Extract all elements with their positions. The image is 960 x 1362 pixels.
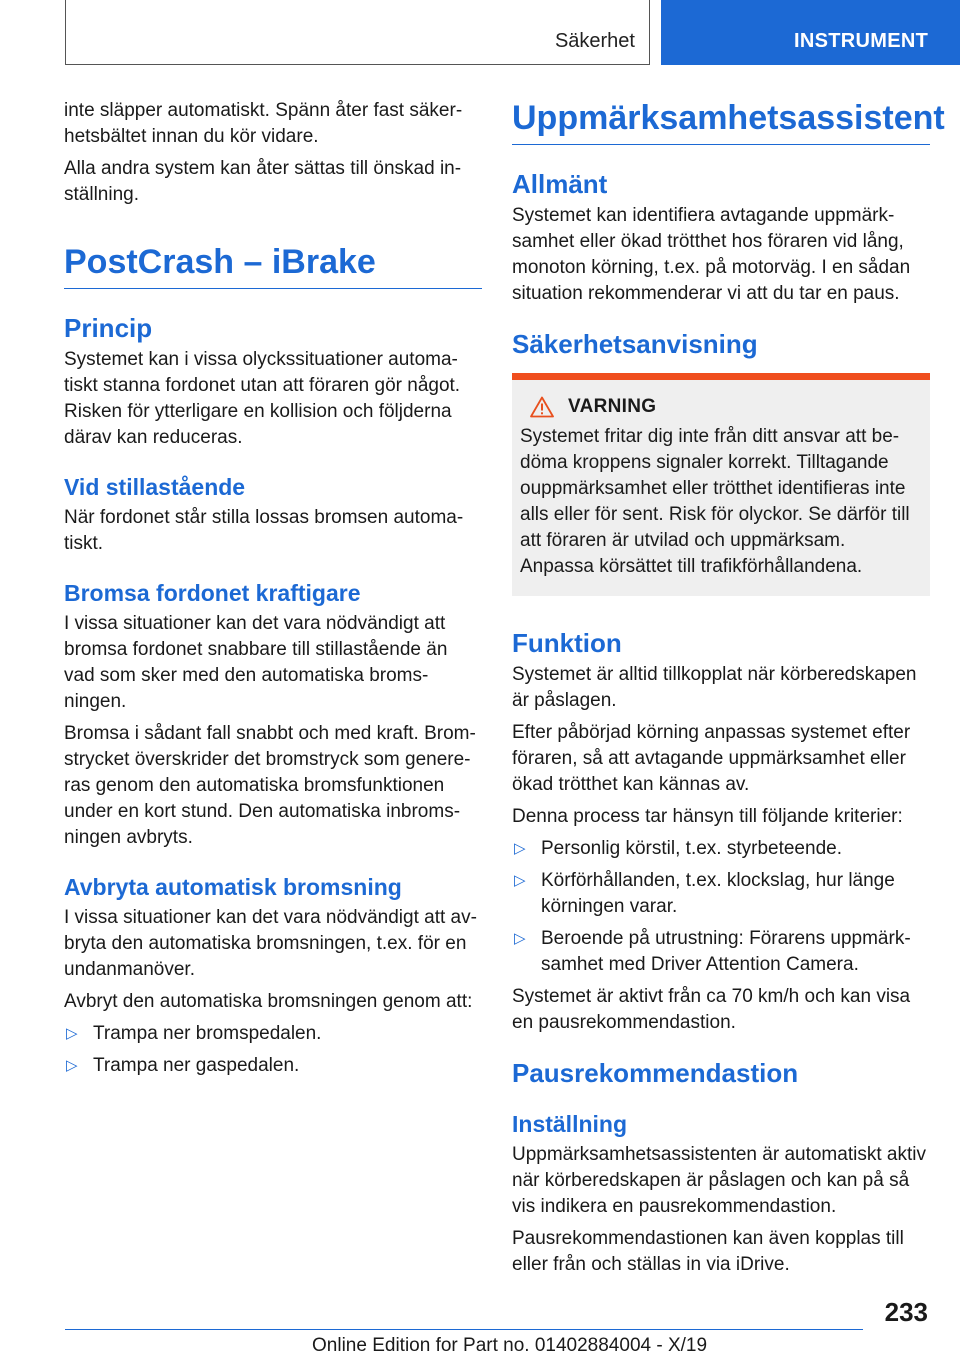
list-item: ▷ Körförhållanden, t.ex. klockslag, hur länge körningen varar. [514, 870, 895, 917]
allmant-text: Systemet kan identifiera avtagande uppmärk-samhet eller ökad trötthet hos föraren vid lång, monoton körning, t.ex. på motorväg. I en sådan situation rekommenderar vi att du tar en paus. [512, 205, 911, 304]
bullet-triangle-icon: ▷ [514, 930, 526, 947]
list-item: ▷ Personlig körstil, t.ex. styrbeteende. [512, 836, 930, 862]
header-chapter-label: INSTRUMENT [794, 30, 929, 52]
footer-divider [65, 1329, 863, 1330]
bullet-triangle-icon: ▷ [514, 872, 526, 889]
bullet-triangle-icon: ▷ [66, 1057, 78, 1074]
funktion-paragraph-1: Systemet är alltid tillkopplat när körberedskapen är påslagen. [512, 664, 917, 711]
funktion-paragraph-3: Denna process tar hänsyn till följande kriterier: [512, 806, 903, 827]
installning-heading: Inställning [512, 1111, 627, 1137]
funktion-list [512, 836, 930, 978]
list-item: ▷ Beroende på utrustning: Förarens uppmärk-samhet med Driver Attention Camera. [514, 928, 911, 975]
stillastaende-heading: Vid stillastående [64, 474, 246, 500]
paus-paragraph-2: Pausrekommendastionen kan även kopplas till eller från och ställas in via iDrive. [512, 1228, 904, 1275]
header-section-label: Säkerhet [554, 30, 635, 52]
funktion-heading: Funktion [512, 628, 622, 658]
warning-triangle-icon [530, 396, 554, 418]
funktion-paragraph-4: Systemet är aktivt från ca 70 km/h och kan visa en pausrekommendastion. [512, 986, 911, 1033]
header-section-box [65, 0, 650, 65]
avbryta-list [64, 1021, 482, 1079]
right-column [512, 98, 945, 1284]
left-column [64, 98, 482, 1085]
list-item: ▷ Trampa ner gaspedalen. [64, 1053, 482, 1079]
intro-paragraph-2: Alla andra system kan åter sättas till önskad in-ställning. [64, 158, 462, 205]
avbryta-heading: Avbryta automatisk bromsning [64, 874, 402, 900]
warning-text: Systemet fritar dig inte från ditt ansvar att be-döma kroppens signaler korrekt. Tilltagande ouppmärksamhet eller trötthet identifieras inte alls eller för sent. Risk för olyckor. Se därför till att föraren är utvilad och uppmärksam. Anpassa körsättet till trafikförhållandena. [520, 426, 910, 577]
warning-title: VARNING [568, 396, 657, 417]
warning-box [512, 373, 930, 596]
bromsa-heading: Bromsa fordonet kraftigare [64, 580, 361, 606]
funktion-paragraph-2: Efter påbörjad körning anpassas systemet efter föraren, så att avtagande uppmärksamhet eller ökad trötthet kan kännas av. [512, 722, 911, 795]
bromsa-paragraph-2: Bromsa i sådant fall snabbt och med kraft. Brom-strycket överskrider det bromstryck som genere-ras genom den automatiska bromsfunktionen under en kort stund. Den automatiska inbroms-ningen avbryts. [64, 723, 476, 848]
princip-text: Systemet kan i vissa olyckssituationer automa-tiskt stanna fordonet utan att föraren gör något. Risken för ytterligare en kollision och följderna därav kan reduceras. [64, 349, 461, 448]
princip-heading: Princip [64, 313, 153, 343]
list-item: ▷ Trampa ner bromspedalen. [64, 1021, 482, 1047]
paus-paragraph-1: Uppmärksamhetsassistenten är automatiskt aktiv när körberedskapen är påslagen och kan på så vis indikera en pausrekommendastion. [512, 1144, 926, 1217]
uppmarksamhet-title: Uppmärksamhetsassistent [512, 98, 930, 145]
stillastaende-text: När fordonet står stilla lossas bromsen automa-tiskt. [64, 507, 464, 554]
footer-edition: Online Edition for Part no. 01402884004 - X/19 [312, 1335, 708, 1356]
paus-heading: Pausrekommendastion [512, 1058, 799, 1088]
page-number: 233 [884, 1297, 928, 1327]
bromsa-paragraph-1: I vissa situationer kan det vara nödvändigt att bromsa fordonet snabbare till stillastående än vad som sker med den automatiska broms-ningen. [64, 613, 448, 712]
allmant-heading: Allmänt [512, 169, 608, 199]
postcrash-title: PostCrash – iBrake [64, 242, 482, 289]
intro-paragraph-1: inte släpper automatiskt. Spänn åter fast säker-hetsbältet innan du kör vidare. [64, 100, 463, 147]
bullet-triangle-icon: ▷ [514, 840, 526, 857]
sakerhet-heading: Säkerhetsanvisning [512, 329, 758, 359]
bullet-triangle-icon: ▷ [66, 1025, 78, 1042]
header-chapter-tab [661, 0, 960, 65]
avbryta-paragraph-2: Avbryt den automatiska bromsningen genom att: [64, 991, 473, 1012]
avbryta-paragraph-1: I vissa situationer kan det vara nödvändigt att av-bryta den automatiska bromsningen, t.ex. för en undanmanöver. [64, 907, 477, 980]
